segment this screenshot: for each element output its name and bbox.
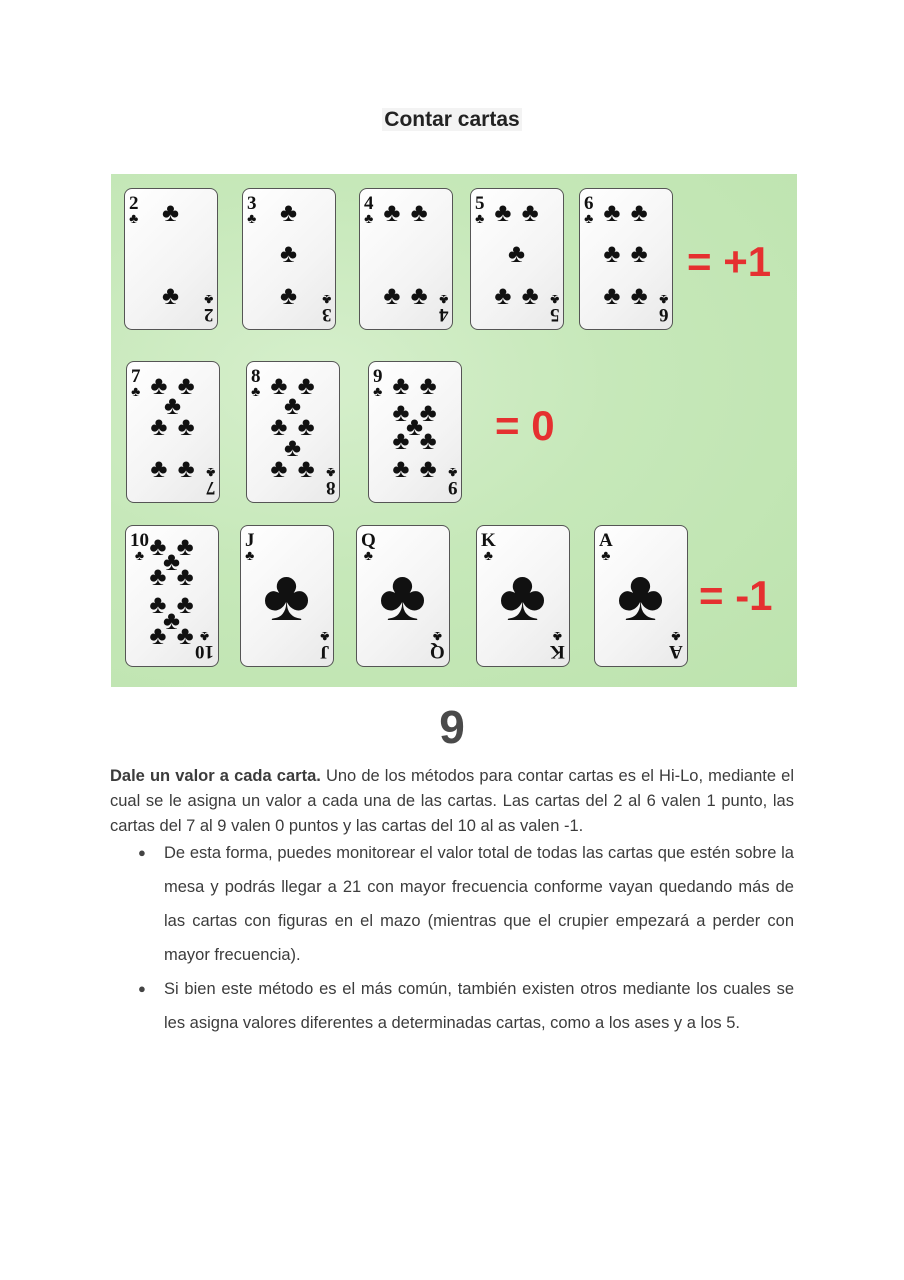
club-icon: ♣ xyxy=(203,291,213,306)
card-rank: 4 xyxy=(364,193,374,214)
club-icon: ♣ xyxy=(603,281,621,311)
club-icon: ♣ xyxy=(262,555,311,636)
club-icon: ♣ xyxy=(321,291,331,306)
card-rank: 7 xyxy=(131,366,141,387)
card-rank: K xyxy=(550,641,565,662)
card-index xyxy=(448,464,458,496)
card-rank: 4 xyxy=(438,304,448,325)
playing-card-10 xyxy=(125,525,219,667)
card-rank: 9 xyxy=(447,477,457,498)
club-icon: ♣ xyxy=(630,197,648,227)
card-index xyxy=(195,628,214,660)
card-counting-image xyxy=(111,174,797,687)
club-icon: ♣ xyxy=(410,281,428,311)
card-index xyxy=(550,628,565,660)
club-icon: ♣ xyxy=(270,370,288,400)
club-icon: ♣ xyxy=(325,464,335,479)
club-icon: ♣ xyxy=(279,281,298,311)
card-rank: A xyxy=(599,530,613,551)
club-icon: ♣ xyxy=(149,590,167,620)
club-icon: ♣ xyxy=(163,391,182,421)
club-icon: ♣ xyxy=(149,620,167,650)
card-index xyxy=(439,291,449,323)
card-index xyxy=(322,291,332,323)
card-rank: 7 xyxy=(205,477,215,498)
playing-card-2 xyxy=(124,188,218,330)
club-icon: ♣ xyxy=(383,281,401,311)
step-bold-lead: Dale un valor a cada carta. xyxy=(110,767,321,785)
bullet-item xyxy=(110,836,794,972)
club-icon: ♣ xyxy=(392,398,410,428)
bullet-icon: ● xyxy=(138,981,146,996)
card-index xyxy=(659,291,669,323)
club-icon: ♣ xyxy=(150,370,168,400)
club-icon: ♣ xyxy=(176,620,194,650)
club-icon: ♣ xyxy=(553,628,563,643)
club-icon: ♣ xyxy=(392,370,410,400)
club-icon: ♣ xyxy=(616,555,665,636)
club-icon: ♣ xyxy=(297,454,315,484)
card-rank: 8 xyxy=(325,477,335,498)
club-icon: ♣ xyxy=(279,197,298,227)
card-index xyxy=(245,532,255,564)
card-index xyxy=(326,464,336,496)
card-index xyxy=(130,532,149,564)
club-icon: ♣ xyxy=(494,281,512,311)
club-icon: ♣ xyxy=(251,385,261,400)
club-icon: ♣ xyxy=(177,454,195,484)
club-icon: ♣ xyxy=(630,239,648,269)
club-icon: ♣ xyxy=(270,454,288,484)
club-icon: ♣ xyxy=(162,547,181,577)
club-icon: ♣ xyxy=(177,412,195,442)
club-icon: ♣ xyxy=(410,197,428,227)
playing-card-8 xyxy=(246,361,340,503)
card-index xyxy=(373,368,383,400)
club-icon: ♣ xyxy=(205,464,215,479)
card-rank: 5 xyxy=(549,304,559,325)
card-rank: 3 xyxy=(247,193,257,214)
card-rank: 2 xyxy=(129,193,139,214)
club-icon: ♣ xyxy=(521,197,539,227)
club-icon: ♣ xyxy=(297,370,315,400)
card-index xyxy=(251,368,261,400)
card-rank: 2 xyxy=(203,304,213,325)
club-icon: ♣ xyxy=(447,464,457,479)
bullet-icon: ● xyxy=(138,845,146,860)
playing-card-6 xyxy=(579,188,673,330)
club-icon: ♣ xyxy=(319,628,329,643)
card-index xyxy=(481,532,496,564)
bullet-list xyxy=(110,836,794,1040)
club-icon: ♣ xyxy=(419,426,437,456)
card-index xyxy=(204,291,214,323)
step-number: 9 xyxy=(439,701,465,753)
club-icon: ♣ xyxy=(161,197,180,227)
club-icon: ♣ xyxy=(438,291,448,306)
card-index xyxy=(131,368,141,400)
club-icon: ♣ xyxy=(671,628,681,643)
club-icon: ♣ xyxy=(603,197,621,227)
club-icon: ♣ xyxy=(150,412,168,442)
page-title: Contar cartas xyxy=(384,108,520,131)
playing-card-3 xyxy=(242,188,336,330)
club-icon: ♣ xyxy=(131,385,141,400)
club-icon: ♣ xyxy=(297,412,315,442)
club-icon: ♣ xyxy=(270,412,288,442)
club-icon: ♣ xyxy=(494,197,512,227)
club-icon: ♣ xyxy=(507,239,526,269)
club-icon: ♣ xyxy=(176,590,194,620)
card-index xyxy=(599,532,613,564)
card-rank: 3 xyxy=(321,304,331,325)
club-icon: ♣ xyxy=(279,239,298,269)
club-icon: ♣ xyxy=(392,454,410,484)
card-index xyxy=(550,291,560,323)
card-rank: A xyxy=(669,641,683,662)
bullet-text: De esta forma, puedes monitorear el valor total de todas las cartas que estén sobre la mesa y podrás llegar a 21 con mayor frecuencia conforme vayan quedando más de las cartas con figuras en el mazo (mientras que el crupier empezará a perder con mayor frecuencia). xyxy=(164,844,794,964)
card-value-label: = +1 xyxy=(687,238,772,285)
card-index xyxy=(475,195,485,227)
card-rank: 10 xyxy=(195,641,214,662)
club-icon: ♣ xyxy=(419,454,437,484)
card-index xyxy=(247,195,257,227)
club-icon: ♣ xyxy=(498,555,547,636)
club-icon: ♣ xyxy=(549,291,559,306)
playing-card-a xyxy=(594,525,688,667)
club-icon: ♣ xyxy=(521,281,539,311)
card-index xyxy=(361,532,376,564)
step-text: Uno de los métodos para contar cartas es el Hi-Lo, mediante el cual se le asigna un valor a cada una de las cartas. Las cartas del 2 al 6 valen 1 punto, las cartas del 7 al 9 valen 0 puntos y las cartas del 10 al as valen -1. xyxy=(110,767,794,835)
club-icon: ♣ xyxy=(176,562,194,592)
club-icon: ♣ xyxy=(419,398,437,428)
step-paragraph xyxy=(110,764,794,839)
club-icon: ♣ xyxy=(283,391,302,421)
card-value-label: = -1 xyxy=(699,572,773,619)
bullet-text: Si bien este método es el más común, también existen otros mediante los cuales se les asigna valores diferentes a determinadas cartas, como a los ases y a los 5. xyxy=(164,980,794,1032)
playing-card-7 xyxy=(126,361,220,503)
club-icon: ♣ xyxy=(162,605,181,635)
club-icon: ♣ xyxy=(419,370,437,400)
club-icon: ♣ xyxy=(383,197,401,227)
card-rank: Q xyxy=(430,641,445,662)
club-icon: ♣ xyxy=(378,555,427,636)
club-icon: ♣ xyxy=(392,426,410,456)
club-icon: ♣ xyxy=(129,212,139,227)
club-icon: ♣ xyxy=(283,433,302,463)
club-icon: ♣ xyxy=(161,281,180,311)
club-icon: ♣ xyxy=(176,531,194,561)
card-rank: 10 xyxy=(130,530,149,551)
card-index xyxy=(320,628,330,660)
club-icon: ♣ xyxy=(475,212,485,227)
bullet-item xyxy=(110,972,794,1040)
card-index xyxy=(669,628,683,660)
card-rank: 9 xyxy=(373,366,383,387)
club-icon: ♣ xyxy=(364,212,374,227)
club-icon: ♣ xyxy=(150,454,168,484)
club-icon: ♣ xyxy=(149,562,167,592)
card-rank: K xyxy=(481,530,496,551)
club-icon: ♣ xyxy=(584,212,594,227)
club-icon: ♣ xyxy=(177,370,195,400)
club-icon: ♣ xyxy=(363,549,373,564)
playing-card-q xyxy=(356,525,450,667)
card-index xyxy=(206,464,216,496)
card-rank: J xyxy=(319,641,329,662)
playing-card-4 xyxy=(359,188,453,330)
club-icon: ♣ xyxy=(658,291,668,306)
playing-card-j xyxy=(240,525,334,667)
club-icon: ♣ xyxy=(405,412,424,442)
card-rank: 5 xyxy=(475,193,485,214)
card-rank: 6 xyxy=(584,193,594,214)
playing-card-5 xyxy=(470,188,564,330)
club-icon: ♣ xyxy=(245,549,255,564)
card-index xyxy=(584,195,594,227)
club-icon: ♣ xyxy=(433,628,443,643)
card-value-label: = 0 xyxy=(495,402,555,449)
club-icon: ♣ xyxy=(149,531,167,561)
playing-card-k xyxy=(476,525,570,667)
card-rank: J xyxy=(245,530,255,551)
club-icon: ♣ xyxy=(630,281,648,311)
club-icon: ♣ xyxy=(199,628,210,643)
club-icon: ♣ xyxy=(483,549,493,564)
card-rank: 6 xyxy=(658,304,668,325)
club-icon: ♣ xyxy=(601,549,611,564)
playing-card-9 xyxy=(368,361,462,503)
club-icon: ♣ xyxy=(373,385,383,400)
card-rank: 8 xyxy=(251,366,261,387)
club-icon: ♣ xyxy=(603,239,621,269)
club-icon: ♣ xyxy=(247,212,257,227)
card-rank: Q xyxy=(361,530,376,551)
card-index xyxy=(129,195,139,227)
card-index xyxy=(364,195,374,227)
club-icon: ♣ xyxy=(134,549,145,564)
card-index xyxy=(430,628,445,660)
